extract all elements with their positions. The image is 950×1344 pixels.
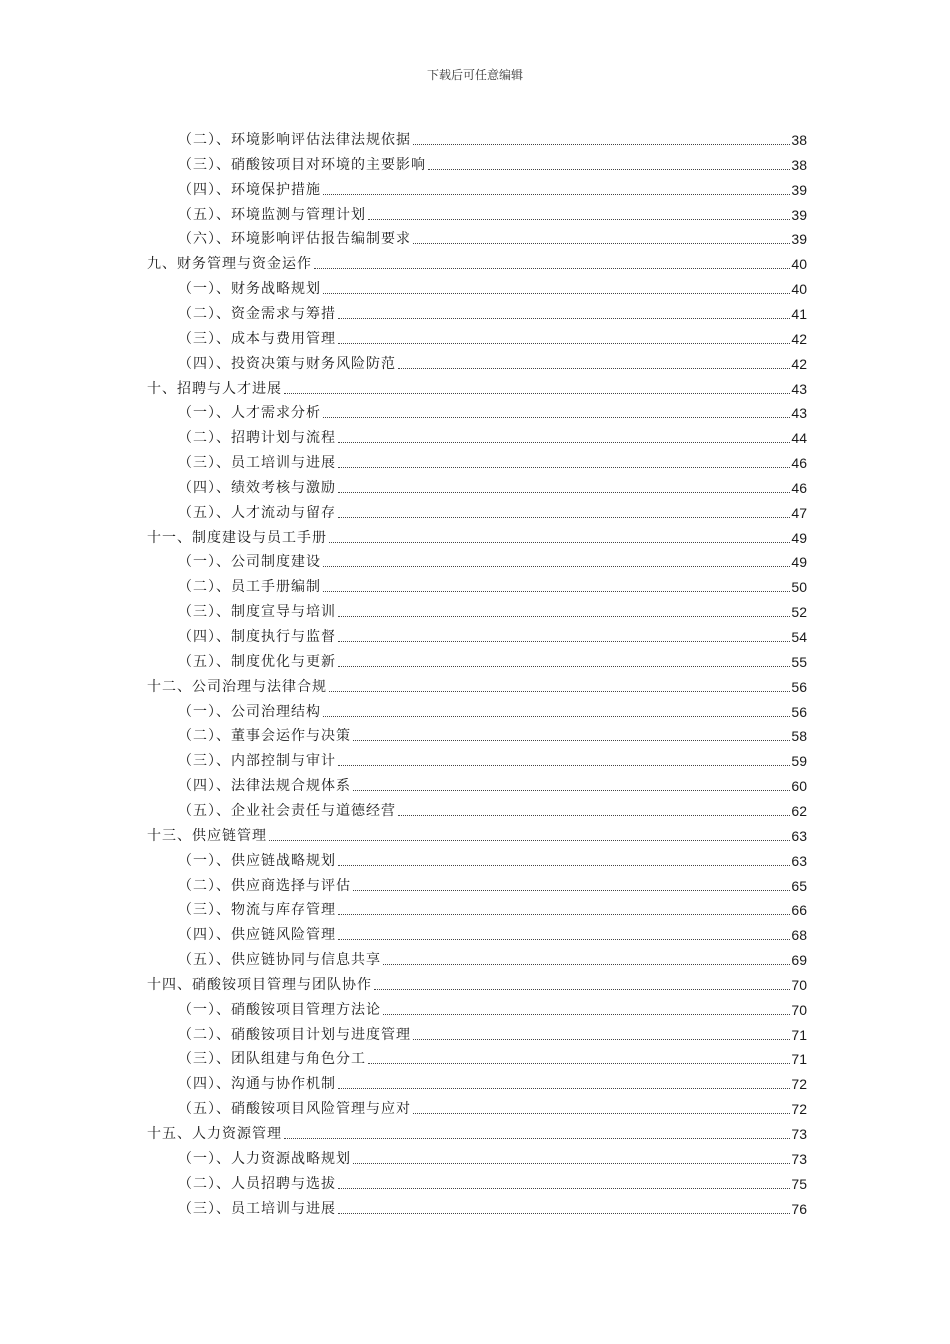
toc-page-number: 39 bbox=[791, 181, 807, 198]
toc-page-number: 60 bbox=[791, 778, 807, 795]
toc-entry-title: 十三、供应链管理 bbox=[147, 827, 267, 844]
toc-entry-title: （二）、员工手册编制 bbox=[178, 579, 321, 596]
toc-chapter-entry[interactable] bbox=[147, 672, 807, 696]
toc-dot-leader bbox=[338, 1087, 790, 1089]
toc-entry-title: （二）、资金需求与筹措 bbox=[178, 305, 336, 322]
toc-page-number: 39 bbox=[791, 231, 807, 248]
toc-entry-title: （三）、成本与费用管理 bbox=[178, 330, 336, 347]
toc-page-number: 71 bbox=[791, 1051, 807, 1068]
toc-dot-leader bbox=[338, 864, 790, 866]
toc-dot-leader bbox=[413, 242, 790, 244]
toc-entry-title: （二）、招聘计划与流程 bbox=[178, 430, 336, 447]
toc-dot-leader bbox=[284, 392, 790, 394]
toc-entry-title: （一）、人才需求分析 bbox=[178, 405, 321, 422]
toc-page-number: 63 bbox=[791, 827, 807, 844]
toc-section-entry[interactable] bbox=[178, 1169, 807, 1193]
toc-section-entry[interactable] bbox=[178, 697, 807, 721]
toc-page-number: 54 bbox=[791, 629, 807, 645]
toc-entry-title: 十五、人力资源管理 bbox=[147, 1126, 282, 1142]
toc-entry-title: （二）、人员招聘与选拔 bbox=[178, 1175, 336, 1192]
toc-chapter-entry[interactable] bbox=[147, 821, 807, 845]
toc-dot-leader bbox=[338, 342, 790, 344]
toc-dot-leader bbox=[353, 889, 790, 891]
toc-section-entry[interactable] bbox=[178, 746, 807, 770]
toc-dot-leader bbox=[338, 317, 790, 319]
toc-page-number: 38 bbox=[791, 132, 807, 148]
toc-dot-leader bbox=[284, 1137, 790, 1139]
toc-entry-title: （五）、环境监测与管理计划 bbox=[178, 206, 366, 223]
toc-entry-title: （二）、硝酸铵项目计划与进度管理 bbox=[178, 1026, 411, 1043]
toc-section-entry[interactable] bbox=[178, 572, 807, 596]
toc-dot-leader bbox=[353, 789, 790, 791]
toc-entry-title: （二）、董事会运作与决策 bbox=[178, 728, 351, 745]
toc-page-number: 63 bbox=[791, 852, 807, 869]
toc-section-entry[interactable] bbox=[178, 945, 807, 969]
toc-dot-leader bbox=[353, 1162, 790, 1164]
toc-entry-title: 十二、公司治理与法律合规 bbox=[147, 678, 327, 695]
toc-entry-title: （三）、硝酸铵项目对环境的主要影响 bbox=[178, 156, 426, 173]
toc-page-number: 44 bbox=[791, 430, 807, 447]
toc-dot-leader bbox=[338, 491, 790, 493]
toc-dot-leader bbox=[368, 218, 790, 220]
toc-entry-title: （三）、团队组建与角色分工 bbox=[178, 1051, 366, 1068]
toc-entry-title: （三）、物流与库存管理 bbox=[178, 902, 336, 919]
toc-entry-title: （三）、员工培训与进展 bbox=[178, 1200, 336, 1217]
toc-entry-title: 十一、制度建设与员工手册 bbox=[147, 529, 327, 546]
toc-entry-title: （一）、财务战略规划 bbox=[178, 281, 321, 298]
toc-page-number: 65 bbox=[791, 877, 807, 894]
toc-entry-title: （四）、供应链风险管理 bbox=[178, 927, 336, 944]
toc-page-number: 42 bbox=[791, 330, 807, 347]
toc-dot-leader bbox=[323, 715, 790, 717]
toc-section-entry[interactable] bbox=[178, 1044, 807, 1068]
toc-page-number: 49 bbox=[791, 554, 807, 571]
toc-section-entry[interactable] bbox=[178, 995, 807, 1019]
toc-entry-title: （四）、沟通与协作机制 bbox=[178, 1076, 336, 1093]
toc-section-entry[interactable] bbox=[178, 175, 807, 199]
page-header: 下载后可任意编辑 bbox=[426, 68, 523, 82]
toc-section-entry[interactable] bbox=[178, 349, 807, 373]
toc-dot-leader bbox=[338, 764, 790, 766]
toc-entry-title: （四）、法律法规合规体系 bbox=[178, 778, 351, 795]
toc-dot-leader bbox=[329, 541, 790, 543]
toc-dot-leader bbox=[323, 590, 790, 592]
toc-entry-title: （五）、人才流动与留存 bbox=[178, 504, 336, 521]
toc-dot-leader bbox=[269, 839, 790, 841]
toc-entry-title: （四）、环境保护措施 bbox=[178, 181, 321, 198]
toc-section-entry[interactable] bbox=[178, 721, 807, 745]
toc-section-entry[interactable] bbox=[178, 423, 807, 447]
toc-entry-title: （一）、公司治理结构 bbox=[178, 703, 321, 720]
toc-page-number: 70 bbox=[791, 1001, 807, 1018]
toc-section-entry[interactable] bbox=[178, 224, 807, 248]
toc-entry-title: （四）、制度执行与监督 bbox=[178, 629, 336, 645]
toc-section-entry[interactable] bbox=[178, 150, 807, 174]
toc-page-number: 40 bbox=[791, 256, 807, 273]
toc-section-entry[interactable] bbox=[178, 920, 807, 944]
toc-dot-leader bbox=[383, 963, 790, 965]
toc-page-number: 39 bbox=[791, 206, 807, 223]
toc-dot-leader bbox=[338, 665, 790, 667]
toc-dot-leader bbox=[383, 1013, 790, 1015]
toc-page-number: 40 bbox=[791, 281, 807, 298]
toc-dot-leader bbox=[338, 938, 790, 940]
toc-page-number: 43 bbox=[791, 405, 807, 422]
toc-dot-leader bbox=[413, 1112, 790, 1114]
toc-dot-leader bbox=[338, 913, 790, 915]
toc-section-entry[interactable] bbox=[178, 299, 807, 323]
toc-section-entry[interactable] bbox=[178, 647, 807, 671]
toc-entry-title: （四）、绩效考核与激励 bbox=[178, 479, 336, 496]
toc-page-number: 49 bbox=[791, 529, 807, 546]
toc-dot-leader bbox=[398, 814, 790, 816]
toc-entry-title: （五）、制度优化与更新 bbox=[178, 653, 336, 670]
toc-page-number: 46 bbox=[791, 479, 807, 496]
toc-entry-title: （五）、供应链协同与信息共享 bbox=[178, 952, 381, 969]
toc-section-entry[interactable] bbox=[178, 1194, 807, 1218]
toc-dot-leader bbox=[353, 739, 790, 741]
toc-dot-leader bbox=[338, 466, 790, 468]
toc-page-number: 58 bbox=[791, 728, 807, 745]
toc-section-entry[interactable] bbox=[178, 1144, 807, 1168]
toc-dot-leader bbox=[329, 690, 790, 692]
toc-entry-title: 九、财务管理与资金运作 bbox=[147, 256, 312, 273]
toc-section-entry[interactable] bbox=[178, 473, 807, 497]
toc-entry-title: 十四、硝酸铵项目管理与团队协作 bbox=[147, 976, 372, 993]
toc-entry-title: （一）、公司制度建设 bbox=[178, 554, 321, 571]
toc-page-number: 62 bbox=[791, 802, 807, 819]
toc-page-number: 76 bbox=[791, 1200, 807, 1217]
toc-entry-title: （三）、制度宣导与培训 bbox=[178, 604, 336, 621]
toc-section-entry[interactable] bbox=[178, 1069, 807, 1093]
toc-chapter-entry[interactable] bbox=[147, 1119, 807, 1143]
toc-entry-title: 十、招聘与人才进展 bbox=[147, 380, 282, 397]
toc-entry-title: （四）、投资决策与财务风险防范 bbox=[178, 355, 396, 372]
toc-entry-title: （一）、硝酸铵项目管理方法论 bbox=[178, 1001, 381, 1018]
toc-section-entry[interactable] bbox=[178, 324, 807, 348]
toc-page-number: 41 bbox=[791, 305, 807, 322]
toc-section-entry[interactable] bbox=[178, 622, 807, 646]
toc-chapter-entry[interactable] bbox=[147, 374, 807, 398]
toc-dot-leader bbox=[338, 1212, 790, 1214]
toc-page-number: 72 bbox=[791, 1101, 807, 1118]
toc-page-number: 71 bbox=[791, 1026, 807, 1043]
toc-dot-leader bbox=[368, 1062, 790, 1064]
toc-section-entry[interactable] bbox=[178, 200, 807, 224]
toc-page-number: 73 bbox=[791, 1126, 807, 1142]
toc-page-number: 46 bbox=[791, 455, 807, 472]
toc-dot-leader bbox=[413, 1038, 790, 1040]
toc-page-number: 56 bbox=[791, 678, 807, 695]
toc-entry-title: （一）、供应链战略规划 bbox=[178, 852, 336, 869]
toc-chapter-entry[interactable] bbox=[147, 249, 807, 273]
toc-dot-leader bbox=[338, 1187, 790, 1189]
toc-section-entry[interactable] bbox=[178, 796, 807, 820]
toc-page-number: 43 bbox=[791, 380, 807, 397]
toc-entry-title: （五）、硝酸铵项目风险管理与应对 bbox=[178, 1101, 411, 1118]
toc-page-number: 38 bbox=[791, 156, 807, 173]
toc-section-entry[interactable] bbox=[178, 846, 807, 870]
toc-chapter-entry[interactable] bbox=[147, 970, 807, 994]
toc-page-number: 52 bbox=[791, 604, 807, 621]
toc-entry-title: （六）、环境影响评估报告编制要求 bbox=[178, 231, 411, 248]
toc-page-number: 73 bbox=[791, 1150, 807, 1167]
toc-dot-leader bbox=[374, 988, 790, 990]
toc-entry-title: （五）、企业社会责任与道德经营 bbox=[178, 802, 396, 819]
toc-section-entry[interactable] bbox=[178, 871, 807, 895]
toc-dot-leader bbox=[413, 143, 790, 145]
toc-entry-title: （二）、环境影响评估法律法规依据 bbox=[178, 132, 411, 148]
toc-dot-leader bbox=[338, 441, 790, 443]
toc-page-number: 72 bbox=[791, 1076, 807, 1093]
toc-section-entry[interactable] bbox=[178, 125, 807, 149]
toc-dot-leader bbox=[338, 516, 790, 518]
toc-page-number: 75 bbox=[791, 1175, 807, 1192]
toc-entry-title: （三）、员工培训与进展 bbox=[178, 455, 336, 472]
toc-dot-leader bbox=[338, 640, 790, 642]
toc-page-number: 42 bbox=[791, 355, 807, 372]
toc-dot-leader bbox=[323, 292, 790, 294]
toc-dot-leader bbox=[398, 367, 790, 369]
toc-entry-title: （三）、内部控制与审计 bbox=[178, 753, 336, 770]
toc-chapter-entry[interactable] bbox=[147, 523, 807, 547]
toc-dot-leader bbox=[323, 416, 790, 418]
toc-page-number: 56 bbox=[791, 703, 807, 720]
toc-page-number: 55 bbox=[791, 653, 807, 670]
toc-page-number: 66 bbox=[791, 902, 807, 919]
toc-dot-leader bbox=[428, 168, 790, 170]
toc-section-entry[interactable] bbox=[178, 597, 807, 621]
toc-entry-title: （一）、人力资源战略规划 bbox=[178, 1150, 351, 1167]
toc-page-number: 69 bbox=[791, 952, 807, 969]
toc-section-entry[interactable] bbox=[178, 895, 807, 919]
toc-dot-leader bbox=[338, 615, 790, 617]
toc-dot-leader bbox=[314, 267, 790, 269]
toc-section-entry[interactable] bbox=[178, 547, 807, 571]
toc-page-number: 50 bbox=[791, 579, 807, 596]
toc-page-number: 59 bbox=[791, 753, 807, 770]
toc-page-number: 47 bbox=[791, 504, 807, 521]
toc-section-entry[interactable] bbox=[178, 498, 807, 522]
toc-section-entry[interactable] bbox=[178, 448, 807, 472]
toc-section-entry[interactable] bbox=[178, 1020, 807, 1044]
toc-section-entry[interactable] bbox=[178, 771, 807, 795]
toc-page-number: 68 bbox=[791, 927, 807, 944]
toc-dot-leader bbox=[323, 565, 790, 567]
toc-section-entry[interactable] bbox=[178, 398, 807, 422]
toc-dot-leader bbox=[323, 193, 790, 195]
toc-section-entry[interactable] bbox=[178, 274, 807, 298]
toc-entry-title: （二）、供应商选择与评估 bbox=[178, 877, 351, 894]
toc-section-entry[interactable] bbox=[178, 1094, 807, 1118]
toc-page-number: 70 bbox=[791, 976, 807, 993]
